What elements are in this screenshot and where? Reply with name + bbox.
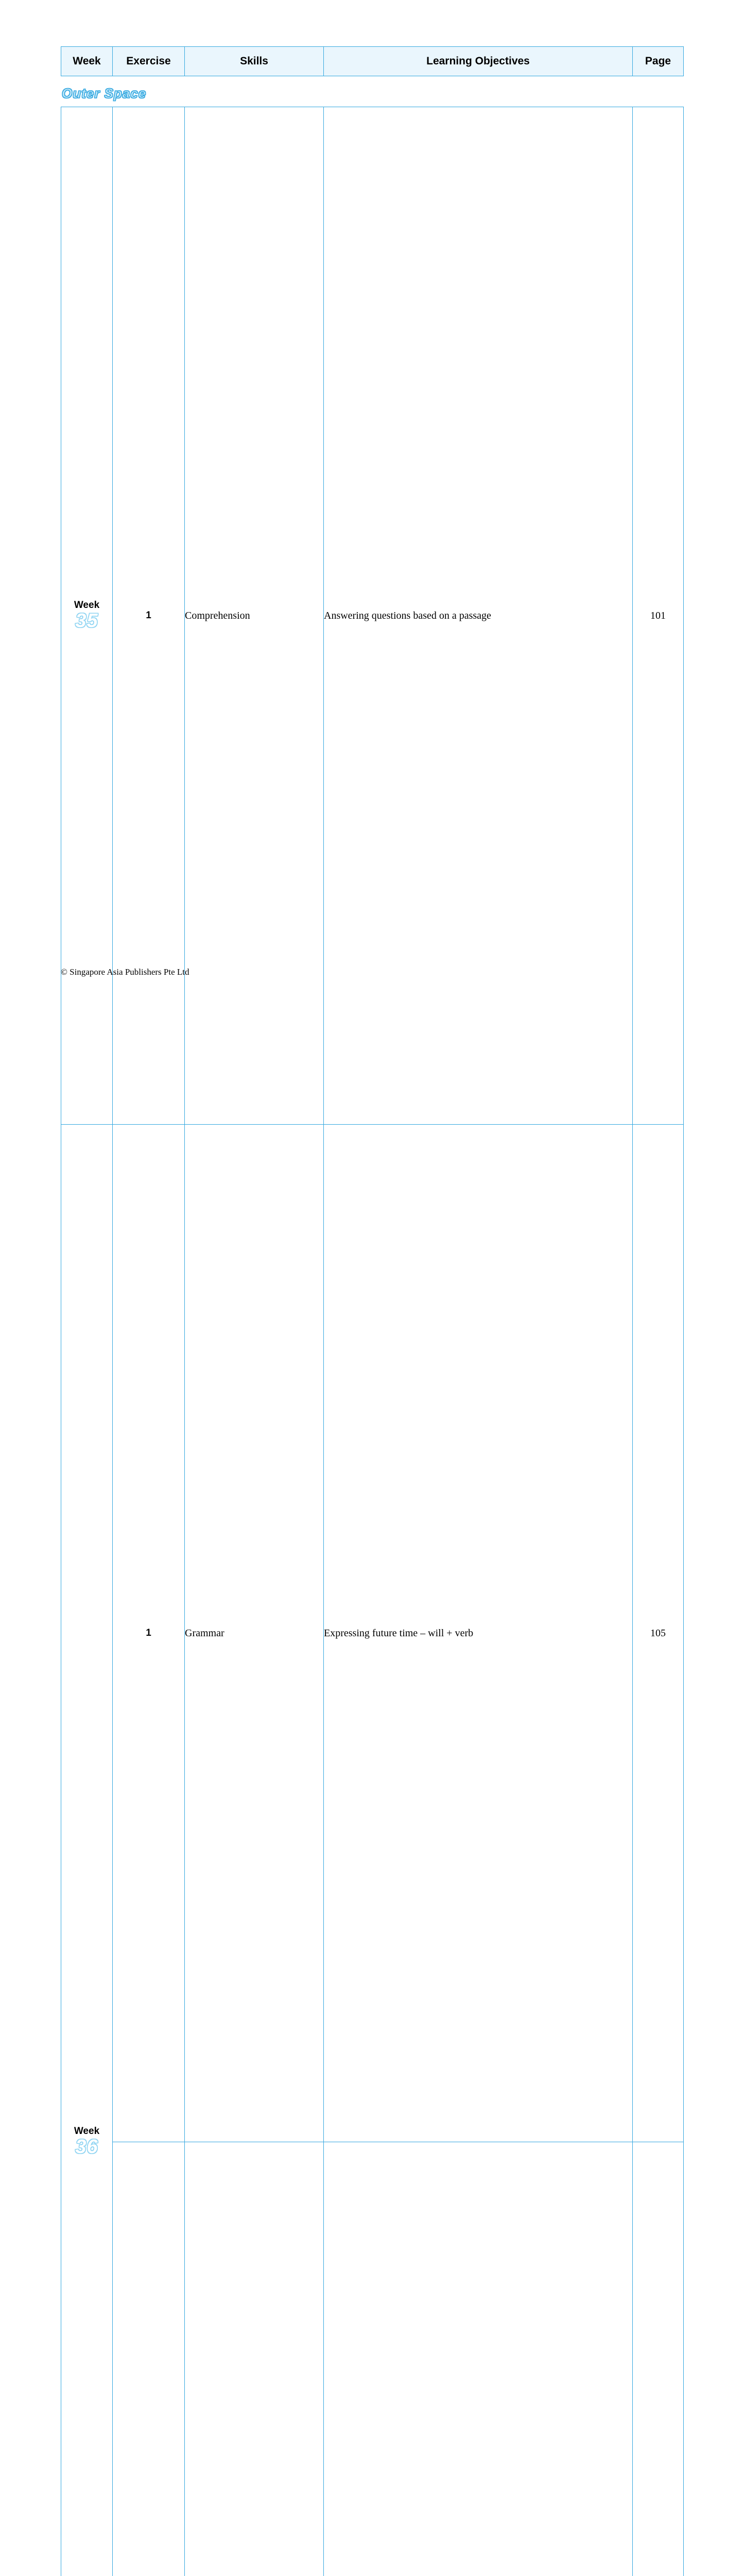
skill-name [185, 2142, 324, 2576]
footer-copyright: © Singapore Asia Publishers Pte Ltd [61, 967, 189, 977]
column-header-exercise: Exercise [113, 47, 185, 76]
learning-objective: Expressing future time – will + verb [324, 1125, 633, 2142]
page-number [633, 2142, 684, 2576]
toc-header-table [61, 46, 684, 76]
section-title-outer-space: Outer Space [62, 86, 683, 101]
column-header-skills: Skills [185, 47, 324, 76]
exercise-number [113, 2142, 185, 2576]
column-header-objectives: Learning Objectives [324, 47, 633, 76]
week-label: Week [61, 2126, 112, 2137]
skill-name: Comprehension [185, 107, 324, 1125]
table-row [61, 1125, 684, 2142]
week-label: Week [61, 600, 112, 611]
skill-name: Grammar [185, 1125, 324, 2142]
exercise-number: 1 [113, 107, 185, 1125]
exercise-number: 1 [113, 1125, 185, 2142]
column-header-week: Week [61, 47, 113, 76]
week-number: 36 [61, 2137, 112, 2158]
table-row [61, 2142, 684, 2576]
week-number: 35 [61, 611, 112, 632]
column-header-page: Page [633, 47, 684, 76]
week-cell [61, 1125, 113, 2576]
section-table-outer-space [61, 107, 684, 2576]
page-number: 105 [633, 1125, 684, 2142]
table-header-row [61, 47, 684, 76]
learning-objective: Answering questions based on a passage [324, 107, 633, 1125]
toc-page [0, 0, 744, 1018]
page-number: 101 [633, 107, 684, 1125]
learning-objective [324, 2142, 633, 2576]
